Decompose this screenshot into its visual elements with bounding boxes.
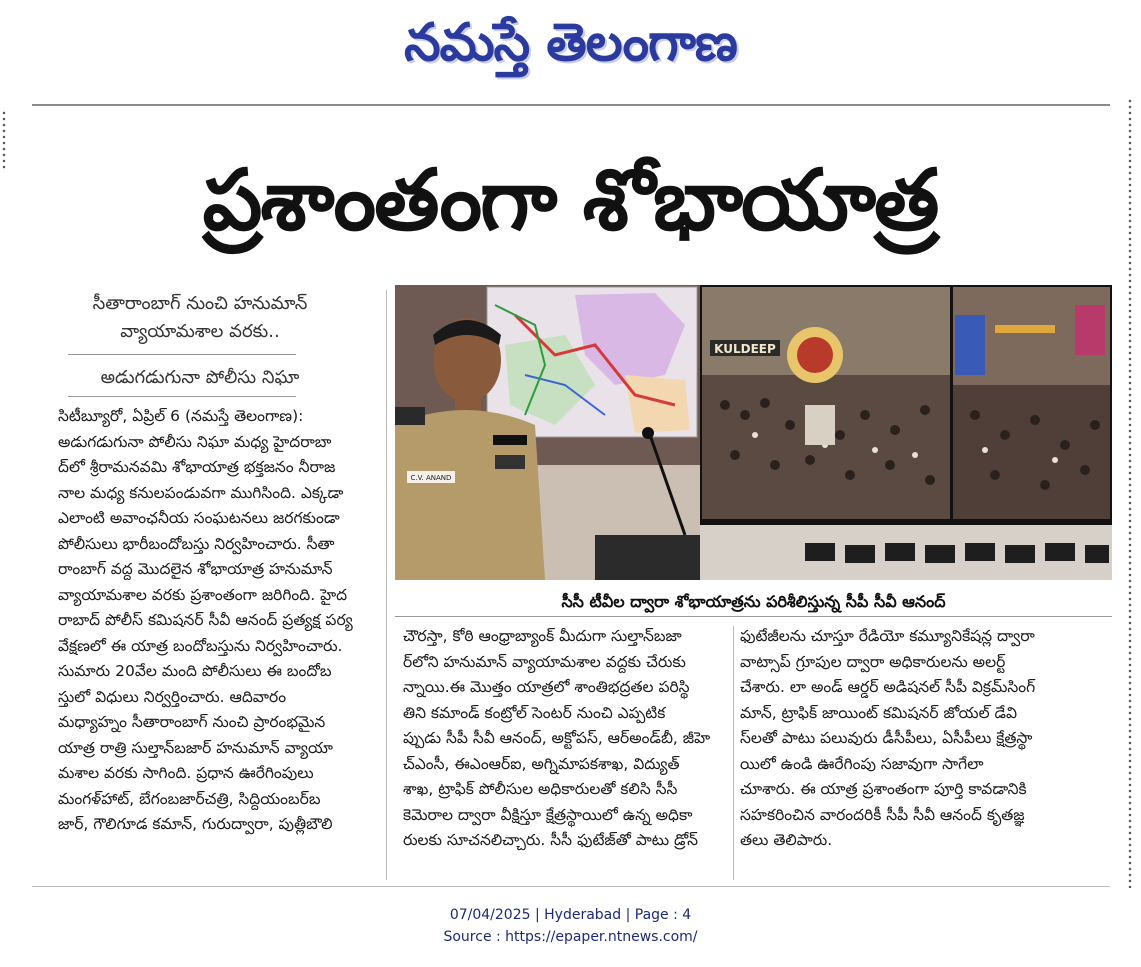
article-line: ఫుటేజీలను చూస్తూ రేడియో కమ్యూనికేషన్ల ద్వారా	[740, 627, 1035, 645]
article-line: మంగళ్‌హాట్‌, బేగంబజార్‌చత్రి, సిద్దియంబర్‌బ	[58, 789, 321, 808]
article-line: చూశారు. ఈ యాత్ర ప్రశాంతంగా పూర్తి కావడానికి	[740, 780, 1027, 798]
masthead	[0, 8, 1141, 78]
article-line: సుమారు 20వేల మంది పోలీసులు ఈ బందోబ	[58, 662, 332, 680]
photo-caption: సీసీ టీవీల ద్వారా శోభాయాత్రను పరిశీలిస్తున్న సీపీ సీవీ ఆనంద్‌	[561, 592, 946, 611]
caption-divider	[395, 616, 1112, 617]
article-line: స్‌లతో పాటు పలువురు డీసీపీలు, ఏసీపీలు క్షేత్రస్థా	[740, 729, 1033, 747]
subheadline-divider-2	[68, 396, 296, 397]
article-line: రాబాద్‌ పోలీస్‌ కమిషనర్‌ సీవీ ఆనంద్‌ ప్రత్యక్ష పర్య	[58, 611, 353, 629]
footer-dateline: 07/04/2025 | Hyderabad | Page : 4	[449, 907, 692, 923]
article-headline: ప్రశాంతంగా శోభాయాత్ర	[202, 151, 938, 249]
article-line: వాట్సాప్‌ గ్రూపుల ద్వారా అధికారులను అలర్ట్‌	[740, 652, 1006, 671]
photo-banner-text: KULDEEP	[714, 342, 776, 356]
article-line: చేశారు. లా అండ్‌ ఆర్డర్‌ అడిషనల్‌ సీపీ విక్రమ్‌సింగ్‌	[740, 678, 1036, 696]
article-line: యాత్ర రాత్రి సుల్తాన్‌బజార్‌ హనుమాన్‌ వ్యాయా	[58, 738, 333, 757]
article-line: మధ్యాహ్నం సీతారాంబాగ్‌ నుంచి ప్రారంభమైన	[58, 713, 326, 731]
article-line: జార్‌, గౌలిగూడ కమాన్‌, గురుద్వారా, పుత్లీబౌలి	[58, 815, 333, 833]
article-line: సహకరించిన వారందరికీ సీపీ సీవీ ఆనంద్‌ కృతజ్ఞ	[740, 805, 1025, 824]
article-line: ప్పుడు సీపీ సీవీ ఆనంద్‌, అక్టోపస్‌, ఆర్‌అండ్‌బీ, జీహె	[403, 729, 711, 747]
article-line: తిని కమాండ్‌ కంట్రోల్‌ సెంటర్‌ నుంచి ఎప్పటిక	[403, 703, 666, 722]
article-line: నాల మధ్య కనులపండువగా ముగిసింది. ఎక్కడా	[58, 483, 344, 502]
article-line: సిటీబ్యూరో, ఏప్రిల్‌ 6 (నమస్తే తెలంగాణ):	[58, 407, 304, 425]
article-line: తలు తెలిపారు.	[740, 831, 833, 849]
article-line: చ్‌ఎంసీ, ఈఎంఆర్‌ఐ, అగ్నిమాపకశాఖ, విద్యుత్‌	[403, 754, 680, 773]
article-line: రులకు సూచనలిచ్చారు. సీసీ ఫుటేజ్‌తో పాటు డ్రోన్‌	[403, 831, 699, 849]
column-divider	[733, 626, 734, 880]
photo-nameplate-text: C.V. ANAND	[410, 474, 452, 482]
subheadline-1: సీతారాంబాగ్‌ నుంచి హనుమాన్‌ వ్యాయామశాల వరకు..	[92, 293, 308, 342]
footer-source: Source : https://epaper.ntnews.com/	[443, 929, 698, 945]
article-line: ఎలాంటి అవాంఛనీయ సంఘటనలు జరగకుండా	[58, 509, 340, 527]
page-edge-dots-left	[2, 110, 6, 170]
column-divider	[386, 290, 387, 880]
article-photo	[395, 285, 1112, 580]
article-line: వ్యాయామశాల వరకు ప్రశాంతంగా జరిగింది. హైద	[58, 585, 348, 604]
subheadline-2: అడుగడుగునా పోలీసు నిఘా	[100, 367, 300, 388]
article-line: ర్‌లోని హనుమాన్‌ వ్యాయామశాల వద్దకు చేరుకు	[403, 652, 686, 671]
newspaper-logo: నమస్తే తెలంగాణ	[404, 12, 737, 73]
top-divider	[32, 104, 1110, 106]
article-line: రాంబాగ్‌ వద్ద మొదలైన శోభాయాత్ర హనుమాన్‌	[58, 560, 333, 578]
article-line: చౌరస్తా, కోఠి ఆంధ్రాబ్యాంక్‌ మీదుగా సుల్తాన్‌బజా	[403, 627, 682, 645]
article-line: శాఖ, ట్రాఫిక్‌ పోలీసుల అధికారులతో కలిసి సీసీ	[403, 780, 678, 798]
article-line: కెమెరాల ద్వారా వీక్షిస్తూ క్షేత్రస్థాయిలో ఉన్న అధికా	[403, 805, 693, 824]
article-line: పోలీసులు భారీబందోబస్తు నిర్వహించారు. సీతా	[58, 534, 335, 553]
article-line: మశాల వరకు సాగింది. ప్రధాన ఊరేగింపులు	[58, 764, 314, 782]
article-line: స్తులో విధులు నిర్వర్తించారు. ఆదివారం	[58, 687, 287, 706]
article-line: వేక్షణలో ఈ యాత్ర బందోబస్తును నిర్వహించారు.	[58, 636, 343, 655]
article-line: మాన్‌, ట్రాఫిక్‌ జాయింట్‌ కమిషనర్‌ జోయల్‌ డేవి	[740, 703, 1017, 722]
article-line: ద్‌లో శ్రీరామనవమి శోభాయాత్ర భక్తజనం నీరాజ	[58, 458, 336, 476]
article-column-1	[58, 404, 370, 838]
article-line: న్నాయి.ఈ మొత్తం యాత్రలో శాంతిభద్రతల పరిస్థి	[403, 678, 690, 696]
page-edge-dots	[1128, 98, 1132, 888]
article-column-3	[740, 624, 1112, 854]
article-line: యిలో ఉండి ఊరేగింపు సజావుగా సాగేలా	[740, 754, 984, 773]
article-column-2	[403, 624, 729, 854]
article-line: అడుగడుగునా పోలీసు నిఘా మధ్య హైదరాబా	[58, 432, 332, 451]
subheadline-divider	[68, 354, 296, 355]
bottom-divider	[32, 886, 1110, 887]
